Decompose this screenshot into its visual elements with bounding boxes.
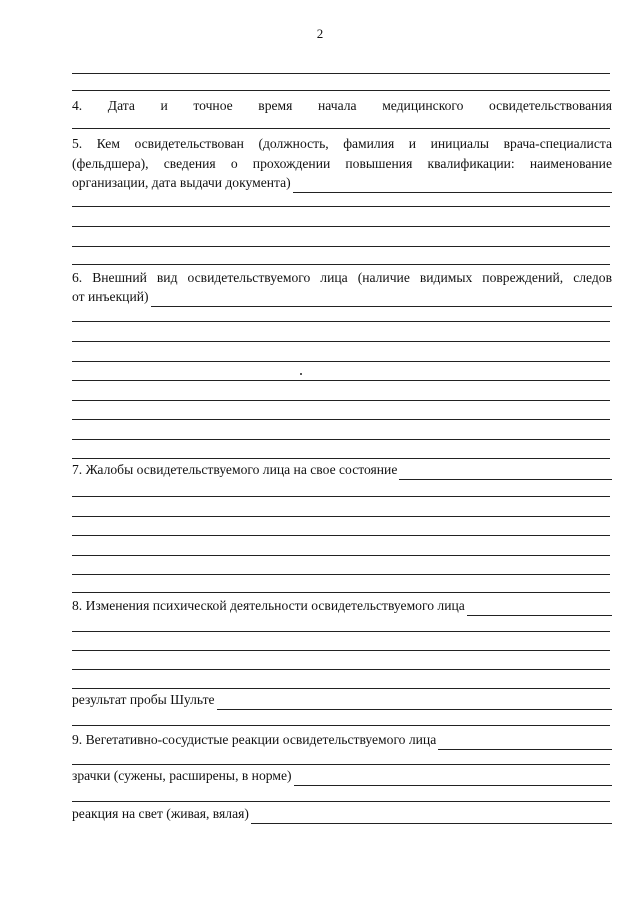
fill-line[interactable] xyxy=(72,439,610,440)
fill-line[interactable] xyxy=(217,694,612,710)
page-number: 2 xyxy=(316,26,324,41)
item-9-label: 9. Вегетативно-сосудистые реакции освидетельствуемого лица xyxy=(72,732,437,747)
fill-line[interactable] xyxy=(72,631,610,632)
item-7-label: 7. Жалобы освидетельствуемого лица на свое состояние xyxy=(72,462,398,477)
item-5-line-3-label: организации, дата выдачи документа) xyxy=(72,175,291,190)
fill-line[interactable] xyxy=(72,496,610,497)
fill-line[interactable] xyxy=(294,770,612,786)
item-4-text: 4. Дата и точное время начала медицинского освидетельствования xyxy=(72,98,612,113)
pupils-line xyxy=(72,766,612,786)
fill-line[interactable] xyxy=(72,206,610,207)
item-6-line-2 xyxy=(72,287,612,307)
fill-line[interactable] xyxy=(72,90,610,91)
fill-line[interactable] xyxy=(72,128,610,129)
light-reaction-label: реакция на свет (живая, вялая) xyxy=(72,806,249,821)
fill-line[interactable] xyxy=(72,535,610,536)
pupils-label: зрачки (сужены, расширены, в норме) xyxy=(72,768,292,783)
fill-line[interactable] xyxy=(72,516,610,517)
fill-line[interactable] xyxy=(72,650,610,651)
schulte-label: результат пробы Шульте xyxy=(72,692,215,707)
item-9-line xyxy=(72,730,612,750)
item-5-line-3 xyxy=(72,173,612,193)
fill-line[interactable] xyxy=(72,725,610,726)
item-5-line-1: 5. Кем освидетельствован (должность, фамилия и инициалы врача-специалиста xyxy=(72,136,612,151)
fill-line[interactable] xyxy=(72,688,610,689)
schulte-line xyxy=(72,690,612,710)
fill-line[interactable] xyxy=(467,600,612,616)
fill-line[interactable] xyxy=(72,458,610,459)
item-8-line xyxy=(72,596,612,616)
fill-line[interactable] xyxy=(293,177,612,193)
item-8-label: 8. Изменения психической деятельности освидетельствуемого лица xyxy=(72,598,465,613)
fill-line[interactable] xyxy=(72,400,610,401)
fill-line[interactable] xyxy=(72,555,610,556)
item-6-line-1: 6. Внешний вид освидетельствуемого лица (наличие видимых повреждений, следов xyxy=(72,270,612,285)
fill-line[interactable] xyxy=(72,764,610,765)
fill-line[interactable] xyxy=(72,341,610,342)
light-reaction-line xyxy=(72,804,612,824)
fill-line[interactable] xyxy=(72,574,610,575)
ink-dot xyxy=(300,373,302,375)
fill-line[interactable] xyxy=(151,291,612,307)
fill-line[interactable] xyxy=(72,592,610,593)
item-5-line-2: (фельдшера), сведения о прохождении повышения квалификации: наименование xyxy=(72,156,612,171)
item-6-line-2-label: от инъекций) xyxy=(72,289,149,304)
fill-line[interactable] xyxy=(72,246,610,247)
fill-line[interactable] xyxy=(72,73,610,74)
fill-line[interactable] xyxy=(72,226,610,227)
fill-line[interactable] xyxy=(399,464,612,480)
fill-line[interactable] xyxy=(438,734,612,750)
fill-line[interactable] xyxy=(251,808,612,824)
fill-line[interactable] xyxy=(72,264,610,265)
item-7-line xyxy=(72,460,612,480)
fill-line[interactable] xyxy=(72,361,610,362)
fill-line[interactable] xyxy=(72,380,610,381)
fill-line[interactable] xyxy=(72,321,610,322)
fill-line[interactable] xyxy=(72,419,610,420)
fill-line[interactable] xyxy=(72,669,610,670)
fill-line[interactable] xyxy=(72,801,610,802)
